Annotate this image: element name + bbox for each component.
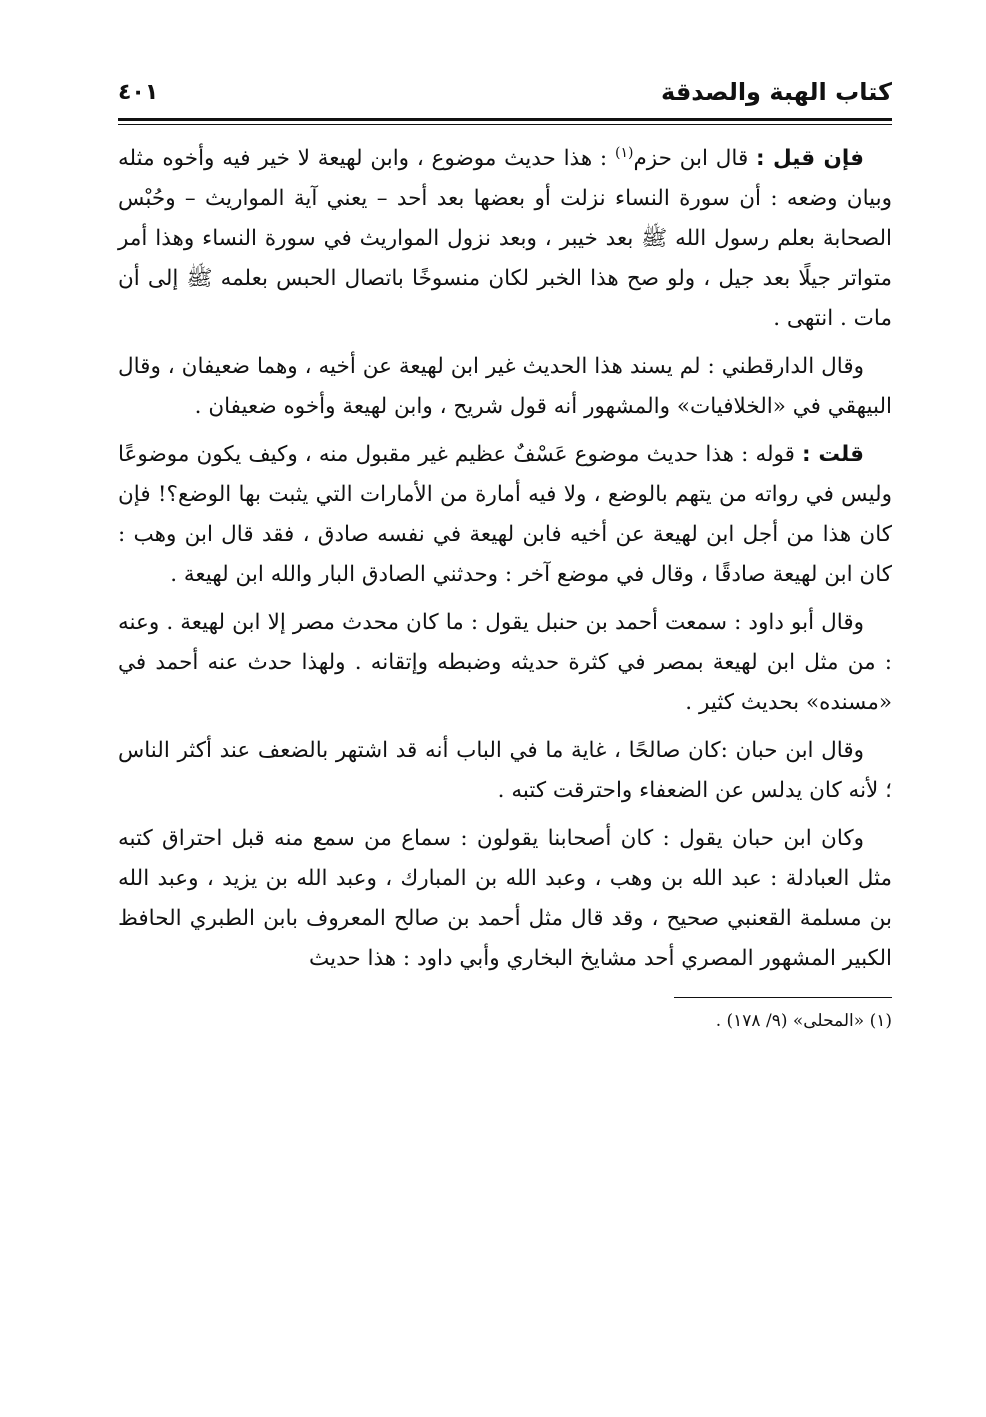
header-rule-thick [118, 118, 892, 121]
paragraph-text: وقال أبو داود : سمعت أحمد بن حنبل يقول : ما كان محدث مصر إلا ابن لهيعة . وعنه : من مثل ابن لهيعة بمصر في كثرة حديثه وضبطه وإتقانه . ولهذا حدث عنه أحمد في «مسنده» بحديث كثير . [118, 610, 892, 715]
footnote-marker[interactable]: (١) [614, 144, 634, 161]
book-page [118, 70, 892, 1036]
paragraph [118, 435, 892, 595]
paragraph-text: قوله : هذا حديث موضوع عَسْفٌ عظيم غير مقبول منه ، وكيف يكون موضوعًا وليس في رواته من يتهم بالوضع ، ولا فيه أمارة من الأمارات التي يثبت بها الوضع؟! فإن كان هذا من أجل ابن لهيعة عن أخيه فابن لهيعة في نفسه صادق ، فقد قال ابن وهب : كان ابن لهيعة صادقًا ، وقال في موضع آخر : وحدثني الصادق البار والله ابن لهيعة . [118, 442, 892, 587]
paragraph-text: وكان ابن حبان يقول : كان أصحابنا يقولون : سماع من سمع منه قبل احتراق كتبه مثل العبادلة : عبد الله بن وهب ، وعبد الله بن المبارك ، وعبد الله بن يزيد ، وعبد الله بن مسلمة القعنبي صحيح ، وقد قال مثل أحمد بن صالح المعروف بابن الطبري الحافظ الكبير المشهور المصري أحد مشايخ البخاري وأبي داود : هذا حديث [118, 826, 893, 971]
body-text [118, 139, 892, 979]
paragraph [118, 139, 892, 339]
paragraph-text: قال ابن حزم [633, 146, 756, 171]
paragraph-lead: فإن قيل : [756, 146, 864, 171]
paragraph-lead: قلت : [802, 442, 864, 467]
page-number: ٤٠١ [118, 79, 159, 105]
paragraph-text: وقال ابن حبان :كان صالحًا ، غاية ما في الباب أنه قد اشتهر بالضعف عند أكثر الناس ؛ لأنه كان يدلس عن الضعفاء واحترقت كتبه . [118, 738, 892, 803]
paragraph [118, 603, 892, 723]
footnote-rule [674, 997, 892, 998]
paragraph [118, 731, 892, 811]
paragraph-text: وقال الدارقطني : لم يسند هذا الحديث غير ابن لهيعة عن أخيه ، وهما ضعيفان ، وقال البيهقي في «الخلافيات» والمشهور أنه قول شريح ، وابن لهيعة وأخوه ضعيفان . [118, 354, 892, 419]
page-header [118, 70, 892, 114]
header-rule-thin [118, 124, 892, 125]
paragraph [118, 819, 892, 979]
footnote: (١) «المحلى» (٩/ ١٧٨) . [715, 1011, 892, 1031]
chapter-title: كتاب الهبة والصدقة [661, 78, 892, 106]
paragraph-text: : هذا حديث موضوع ، وابن لهيعة لا خير فيه وأخوه مثله وبيان وضعه : أن سورة النساء نزلت أو بعضها بعد أحد – يعني آية المواريث – وحُبْس الصحابة بعلم رسول الله ﷺ بعد خيبر ، وبعد نزول المواريث في سورة النساء وهذا أمر متواتر جيلًا بعد جيل ، ولو صح هذا الخبر لكان منسوخًا باتصال الحبس بعلمه ﷺ إلى أن مات . انتهى . [118, 146, 892, 331]
paragraph [118, 347, 892, 427]
